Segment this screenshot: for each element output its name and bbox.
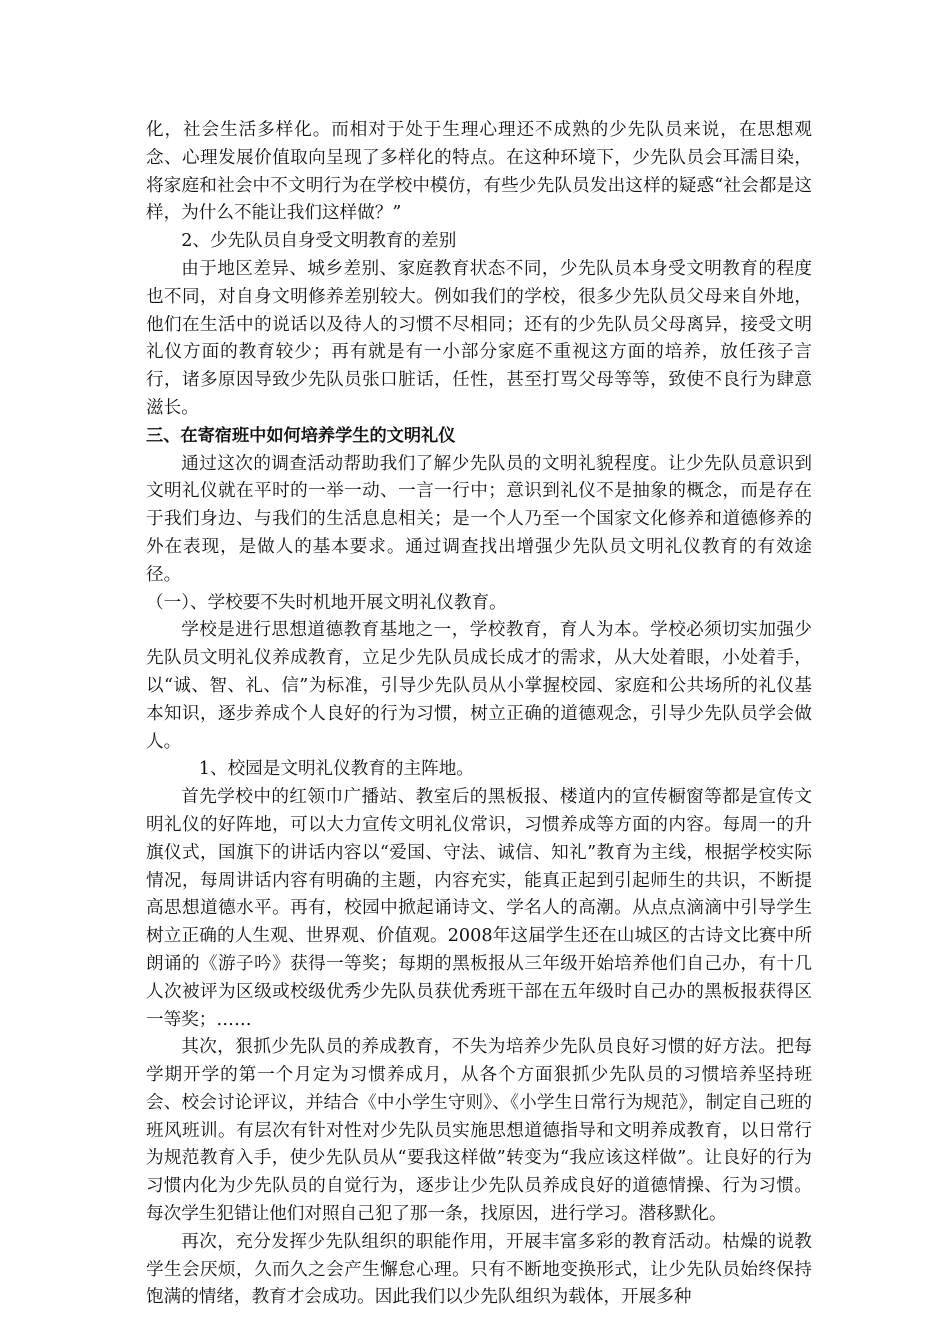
paragraph-education-differences: 由于地区差异、城乡差别、家庭教育状态不同，少先队员本身受文明教育的程度也不同，对自身文明修养差别较大。例如我们的学校，很多少先队员父母来自外地，他们在生活中的说话以及待人的习惯不尽相同；还有的少先队员父母离异，接受文明礼仪方面的教育较少；再有就是有一小部分家庭不重视这方面的培养，放任孩子言行，诸多原因导致少先队员张口脏话，任性，甚至打骂父母等等，致使不良行为肆意滋长。 [146,258,812,418]
paragraph-second: 其次，狠抓少先队员的养成教育，不失为培养少先队员良好习惯的好方法。把每学期开学的第一个月定为习惯养成月，从各个方面狠抓少先队员的习惯培养坚持班会、校会讨论评议，并结合《中小学生守则》、《小学生日常行为规范》，制定自己班的班风班训。有层次有针对性对少先队员实施思想道德指导和文明养成教育，以日常行为规范教育入手，使少先队员从“要我这样做”转变为“我应该这样做”。让良好的行为习惯内化为少先队员的自觉行为，逐步让少先队员养成良好的道德情操、行为习惯。每次学生犯错让他们对照自己犯了那一条，找原因，进行学习。潜移默化。 [146,1037,812,1225]
paragraph-first: 首先学校中的红领巾广播站、教室后的黑板报、楼道内的宣传橱窗等都是宣传文明礼仪的好阵地，可以大力宣传文明礼仪常识，习惯养成等方面的内容。每周一的升旗仪式，国旗下的讲话内容以“爱国、守法、诚信、知礼”教育为主线，根据学校实际情况，每周讲话内容有明确的主题，内容充实，能真正起到引起师生的共识，不断提高思想道德水平。再有，校园中掀起诵诗文、学名人的高潮。从点点滴滴中引导学生树立正确的人生观、世界观、价值观。2008年这届学生还在山城区的古诗文比赛中所朗诵的《游子吟》获得一等奖；每期的黑板报从三年级开始培养他们自己办，有十几人次被评为区级或校级优秀少先队员获优秀班干部在五年级时自己办的黑板报获得区一等奖；…… [146,787,812,1030]
document-page [146,117,812,1312]
subheading-campus: 1、校园是文明礼仪教育的主阵地。 [198,759,474,780]
paragraph-third: 再次，充分发挥少先队组织的职能作用，开展丰富多彩的教育活动。枯燥的说教学生会厌烦，久而久之会产生懈怠心理。只有不断地变换形式，让少先队员始终保持饱满的情绪，教育才会成功。因此我们以少先队组织为载体，开展多种 [146,1231,812,1308]
subsection-heading-1: （一）、学校要不失时机地开展文明礼仪教育。 [146,592,507,613]
paragraph-intro-continuation: 化，社会生活多样化。而相对于处于生理心理还不成熟的少先队员来说，在思想观念、心理发展价值取向呈现了多样化的特点。在这种环境下，少先队员会耳濡目染，将家庭和社会中不文明行为在学校中模仿，有些少先队员发出这样的疑惑“社会都是这样，为什么不能让我们这样做？” [146,120,812,224]
section-heading-3: 三、在寄宿班中如何培养学生的文明礼仪 [146,425,456,446]
subheading-2: 2、少先队员自身受文明教育的差别 [181,231,457,252]
paragraph-school-education: 学校是进行思想道德教育基地之一，学校教育，育人为本。学校必须切实加强少先队员文明礼仪养成教育，立足少先队员成长成才的需求，从大处着眼，小处着手，以“诚、智、礼、信”为标准，引导少先队员从小掌握校园、家庭和公共场所的礼仪基本知识，逐步养成个人良好的行为习惯，树立正确的道德观念，引导少先队员学会做人。 [146,620,812,752]
paragraph-survey: 通过这次的调查活动帮助我们了解少先队员的文明礼貌程度。让少先队员意识到文明礼仪就在平时的一举一动、一言一行中；意识到礼仪不是抽象的概念，而是存在于我们身边、与我们的生活息息相关；是一个人乃至一个国家文化修养和道德修养的外在表现，是做人的基本要求。通过调查找出增强少先队员文明礼仪教育的有效途径。 [146,453,812,585]
